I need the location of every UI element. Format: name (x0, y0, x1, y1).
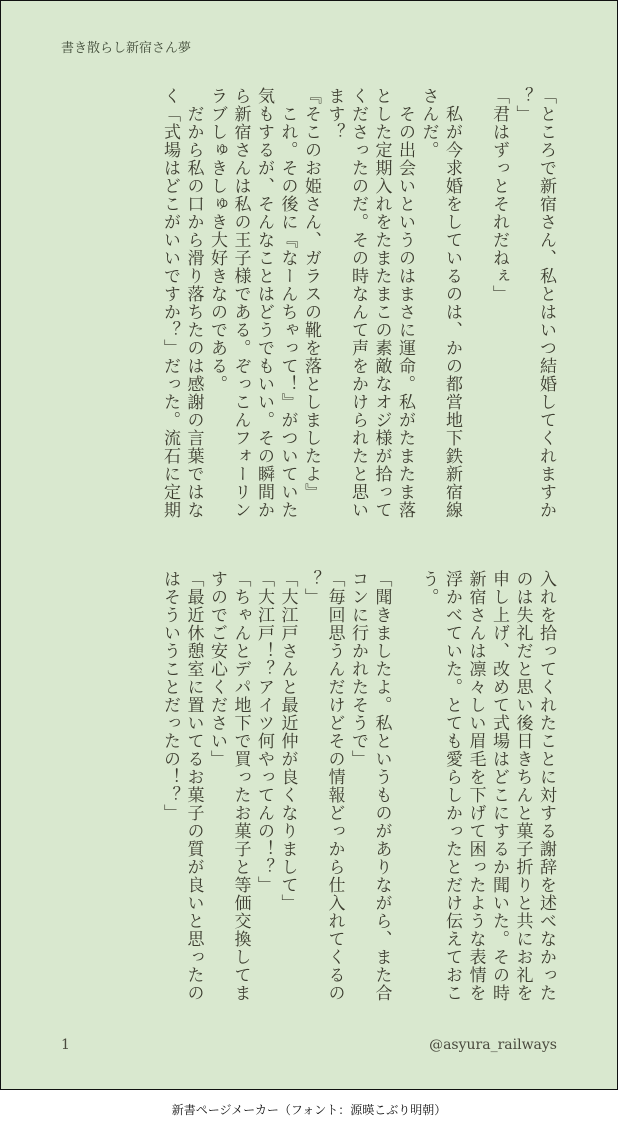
text-column: のは失礼だと思い後日きちんと菓子折りと共にお礼を (512, 570, 533, 1002)
text-column: ます？ (324, 87, 345, 141)
text-column: くださったのだ。その時なんて声をかけられたと思い (348, 87, 368, 519)
text-column: 「聞きましたよ。私というものがありながら、また合 (371, 570, 392, 1002)
text-column: ？」 (512, 87, 533, 123)
text-column: その出会いというのはまさに運命。私がたまたま落 (395, 87, 415, 519)
text-column: 浮かべていた。とても愛らしかったとだけ伝えておこ (442, 570, 462, 1002)
text-column: 申し上げ、改めて式場はどこにするか聞いた。その時 (489, 570, 509, 1002)
text-column: 私が今求婚をしているのは、かの都営地下鉄新宿線 (442, 87, 462, 519)
text-column: ？」 (301, 570, 321, 606)
page-header: 書き散らし新宿さん夢 (61, 41, 192, 56)
text-column (393, 570, 417, 1006)
text-column: 「毎回思うんだけどその情報どっから仕入れてくるの (324, 570, 345, 1002)
text-block-bottom (65, 570, 557, 1006)
text-column: 「最近休憩室に置いてるお菓子の質が良いと思ったの (183, 570, 204, 1002)
text-column: 「ところで新宿さん、私とはいつ結婚してくれますか (536, 87, 556, 519)
text-column: 「君はずっとそれだねぇ」 (489, 87, 509, 303)
text-column: う。 (418, 570, 439, 606)
text-column: はそういうことだったの！？」 (160, 570, 180, 822)
text-column: ら新宿さんは私の王子様である。ぞっこんフォーリン (230, 87, 251, 519)
text-block-top (65, 87, 557, 523)
author-handle: @asyura_railways (429, 1037, 557, 1053)
text-column: だから私の口から滑り落ちたのは感謝の言葉ではな (183, 87, 204, 519)
text-column: とした定期入れをたまたまこの素敵なオジ様が拾って (371, 87, 392, 519)
text-column: 「大江戸さんと最近仲が良くなりまして」 (277, 570, 298, 912)
text-column: く「式場はどこがいいですか？」だった。流石に定期 (160, 87, 180, 519)
text-column: 「大江戸！？アイツ何やってんの！？」 (254, 570, 274, 894)
text-column (463, 87, 487, 523)
text-column: 「ちゃんとデパ地下で買ったお菓子と等価交換してま (230, 570, 251, 1002)
text-column: 入れを拾ってくれたことに対する謝辞を述べなかった (536, 570, 556, 1002)
text-column: 気もするが、そんなことはどうでもいい。その瞬間か (254, 87, 274, 519)
text-column: これ。その後に『なーんちゃって！』がついていた (277, 87, 298, 519)
text-column: コンに行かれたそうで」 (348, 570, 368, 768)
text-column: 新宿さんは凛々しい眉毛を下げて困ったような表情を (465, 570, 486, 1002)
text-column: 『そこのお姫さん、ガラスの靴を落としましたよ』 (301, 87, 321, 501)
text-column: さんだ。 (418, 87, 439, 159)
generator-caption: 新書ページメーカー（フォント：源暎こぶり明朝） (171, 1103, 447, 1117)
text-column: すのでご安心ください」 (207, 570, 227, 768)
page-number: 1 (61, 1037, 70, 1053)
text-column: ラブしゅきしゅき大好きなのである。 (207, 87, 227, 393)
